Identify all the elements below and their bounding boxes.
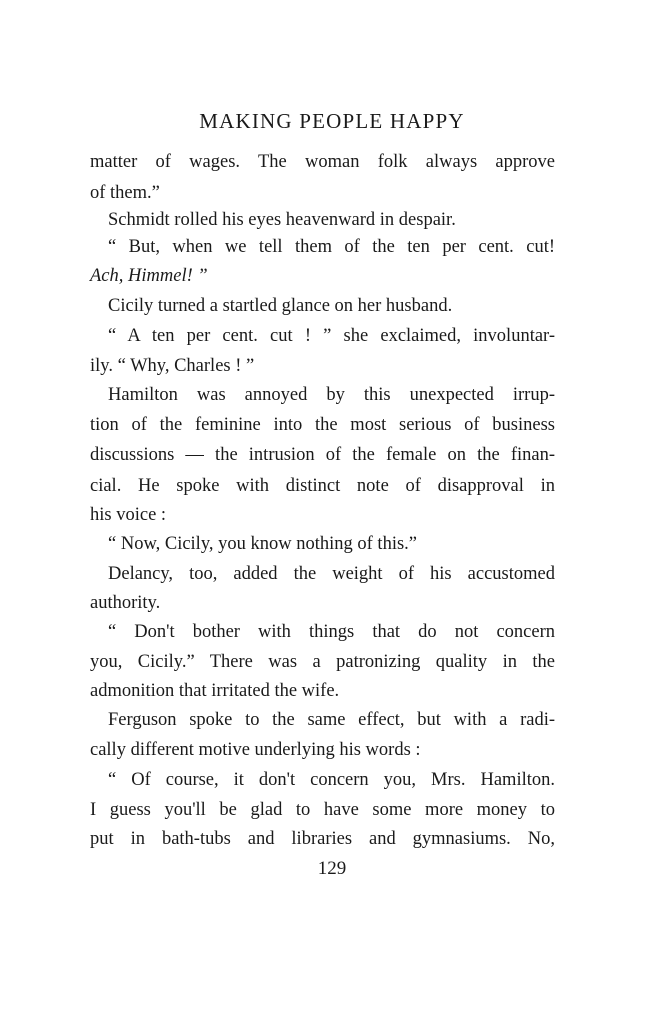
text-line: Hamilton was annoyed by this unexpected irrup- [108,385,555,405]
text-line: cial. He spoke with distinct note of disapproval in [90,476,555,496]
text-line: Schmidt rolled his eyes heavenward in despair. [108,210,456,230]
text-line: “ Don't bother with things that do not concern [108,622,555,642]
text-line: “ Of course, it don't concern you, Mrs. Hamilton. [108,770,555,790]
text-line: discussions — the intrusion of the female on the finan- [90,445,555,465]
page-number: 129 [317,858,347,879]
text-line: Delancy, too, added the weight of his accustomed [108,564,555,584]
text-line: admonition that irritated the wife. [90,681,340,701]
text-line: tion of the feminine into the most serious of business [90,415,555,435]
text-line: Cicily turned a startled glance on her husband. [108,296,453,316]
text-line: I guess you'll be glad to have some more money to [90,800,555,820]
text-line: you, Cicily.” There was a patronizing quality in the [90,652,555,672]
italic-text: Ach, Himmel! ” [90,266,208,286]
text-line: ily. “ Why, Charles ! ” [90,356,255,376]
text-line: put in bath-tubs and libraries and gymnasiums. No, [90,829,555,849]
running-header: MAKING PEOPLE HAPPY [199,109,465,133]
text-line [90,265,555,287]
text-line: “ But, when we tell them of the ten per cent. cut! [108,237,555,257]
text-line: matter of wages. The woman folk always approve [90,152,555,172]
text-line: of them.” [90,183,160,203]
text-line: “ A ten per cent. cut ! ” she exclaimed, involuntar- [108,326,555,346]
text-line: Ferguson spoke to the same effect, but with a radi- [108,710,555,730]
text-line: his voice : [90,505,167,525]
text-line: authority. [90,593,161,613]
text-line: cally different motive underlying his words : [90,740,421,760]
text-line: “ Now, Cicily, you know nothing of this.” [108,534,417,554]
